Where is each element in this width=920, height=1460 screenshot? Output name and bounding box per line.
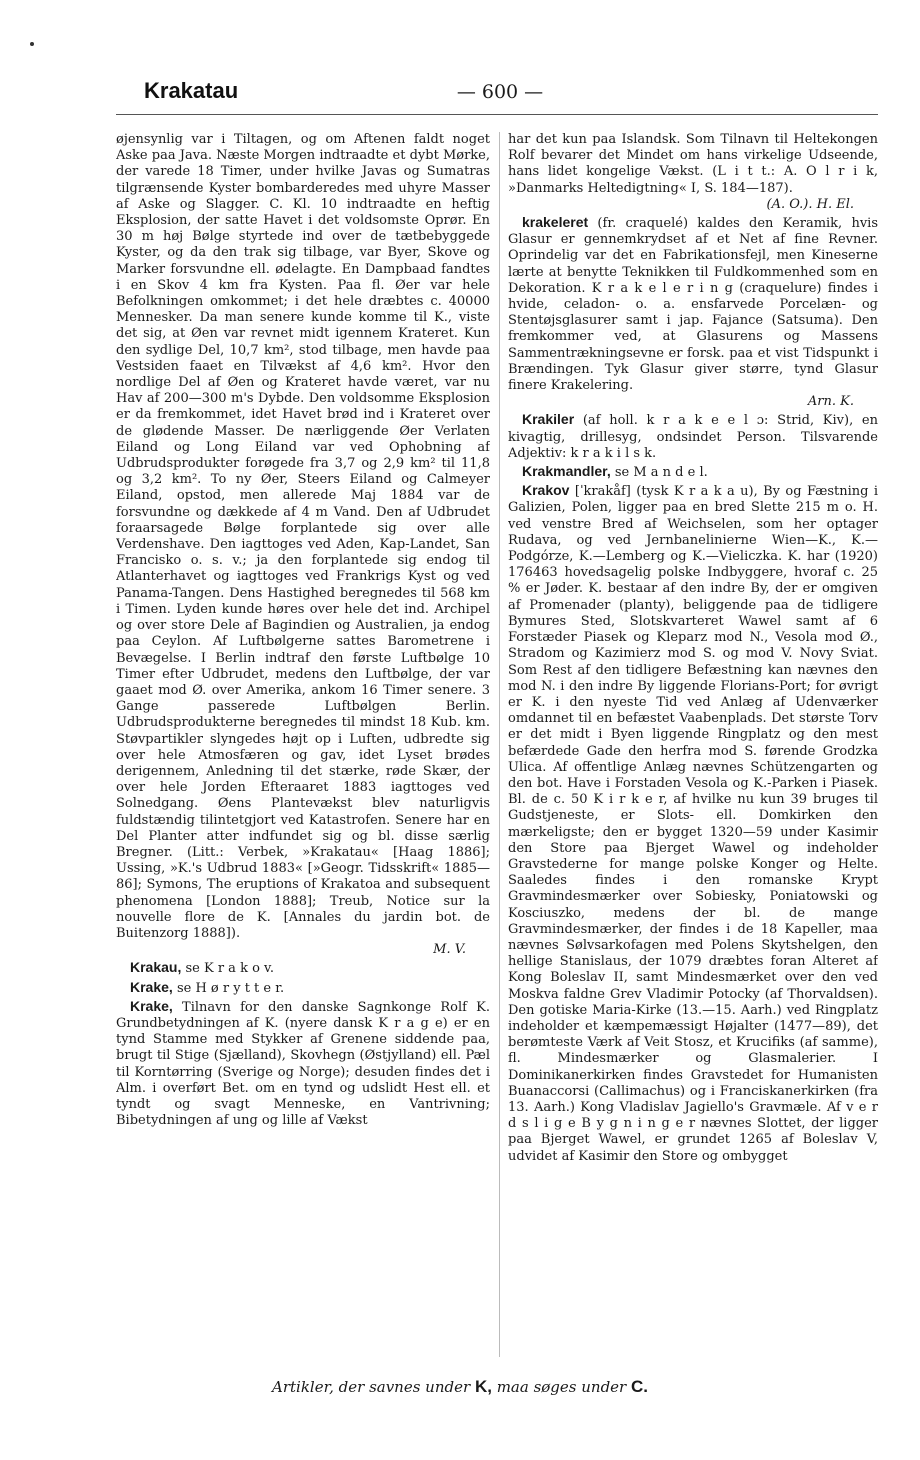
entry-text: (af holl. k r a k e e l ɔ: Strid, Kiv), en kivagtig, drillesyg, ondsindet Person. Tilsvarende Adjektiv: k r a k i l s k.	[508, 413, 878, 461]
headword-krakmandler: Krakmandler,	[522, 463, 611, 480]
footer-letter-c: C.	[631, 1377, 648, 1396]
headword-krakiler: Krakiler	[522, 411, 575, 428]
entry-text: se H ø r y t t e r.	[172, 980, 285, 996]
headword-krakov: Krakov	[522, 482, 570, 499]
footer-text-1: Artikler, der savnes under	[272, 1378, 475, 1396]
headword-krakau: Krakau,	[130, 959, 182, 976]
page-number: — 600 —	[456, 81, 544, 103]
krake-text: har det kun paa Islandsk. Som Tilnavn til Heltekongen Rolf bevarer det Mindet om hans virkelige Udseende, hans lidet kongelige Vækst. (L i t t.: A. O l r i k, »Danmarks Heltedigtning« I, S. 184—187).	[508, 132, 878, 196]
krakatau-text: øjensynlig var i Tiltagen, og om Aftenen faldt noget Aske paa Java. Næste Morgen indtraadte et dybt Mørke, der varede 18 Timer, under hvilke Javas og Sumatras tilgrænsende Kyster bombarderedes med uhyre Masser af Aske og Slagger. C. Kl. 10 indtraadte en heftig Eksplosion, der satte Havet i det voldsomste Oprør. En 30 m høj Bølge styrtede ind over de tætbebyggede Kyster, og da den trak sig tilbage, var Byer, Skove og Marker forsvundne ell. ødelagte. En Dampbaad fandtes i en Skov 4 km fra Kysten. Paa fl. Øer var hele Befolkningen omkommet; i det hele dræbtes c. 40000 Mennesker. Da man senere kunde komme til K., viste det sig, at Øen var revnet midt igennem Krateret. Kun den sydlige Del, 10,7 km², stod tilbage, men havde paa Vestsiden faaet en Tilvækst af 4,6 km². Hvor den nordlige Del af Øen og Krateret havde været, var nu Hav af 200—300 m's Dybde. Den voldsomme Eksplosion er da fremkommet, idet Havet brød ind i Krateret over de glødende Masser. De nærliggende Øer Verlaten Eiland og Long Eiland var ved Ophobning af Udbrudsprodukter forøgede fra 3,7 og 2,9 km² til 11,8 og 3,2 km². To ny Øer, Steers Eiland og Calmeyer Eiland, opstod, men allerede Maj 1884 var de forsvundne og dækkede af 4 m Vand. Den af Udbrudet foraarsagede Bølge forplantede sig over alle Verdenshave. Den iagttoges ved Aden, Kap-Landet, San Francisko o. s. v.; ja den forplantede sig endog til Atlanterhavet og iagttoges ved Frankrigs Kyst og ved Panama-Tangen. Dens Hastighed beregnedes til 568 km i Timen. Lyden kunde høres over hele det ind. Archipel og over store Dele af Bagindien og Australien, ja endog paa Ceylon. Af Luftbølgerne sattes Barometrene i Bevægelse. I Berlin indtraf den første Luftbølge 10 Timer efter Udbrudet, medens den Luftbølge, der var gaaet mod Ø. over Amerika, ankom 16 Timer senere. 3 Gange passerede Luftbølgen Berlin. Udbrudsprodukterne beregnedes til mindst 18 Kub. km. Støvpartikler slyngedes højt op i Luften, udbredte sig over hele Atmosfæren og gav, idet Lyset brødes derigennem, Anledning til det stærke, røde Skær, der over hele Jorden Efteraaret 1883 iagttoges ved Solnedgang. Øens Plantevækst blev naturligvis fuldstændig tilintetgjort ved Katastrofen. Senere har en Del Planter atter indfundet sig og bl. disse særlig Bregner. (Litt.: Verbek, »Krakatau« [Haag 1886]; Ussing, »K.'s Udbrud 1883« [»Geogr. Tidsskrift« 1885—86]; Symons, The eruptions of Krakatoa and subsequent phenomena [London 1888]; Treub, Notice sur la nouvelle flore de K. [Annales du jardin bot. de Buitenzorg 1888]).	[116, 132, 490, 941]
entry-text: Tilnavn for den danske Sagnkonge Rolf K. Grundbetydningen af K. (nyere dansk K r a g e) er en tynd Stamme med Stykker af Grenene siddende paa, brugt til Stige (Sjælland), Skovhegn (Østjylland) ell. Pæl til Korntørring (Sverige og Norge); desuden findes det i Alm. i overført Bet. om en tynd og udslidt Hest ell. et tyndt og svagt Menneske, en Vantrivning; Bibetydningen af ung og lille af Vækst	[116, 999, 490, 1129]
entry-krakiler	[508, 411, 878, 462]
entry-text: se K r a k o v.	[181, 961, 274, 977]
entry-krakmandler	[508, 463, 878, 481]
margin-dot	[30, 42, 34, 46]
footer-letter-k: K,	[474, 1377, 492, 1396]
column-divider	[499, 132, 500, 1357]
entry-text: (fr. craquelé) kaldes den Keramik, hvis Glasur er gennemkrydset af et Net af fine Revner. Oprindelig var det en Fabrikationsfejl, men Kineserne lærte at benytte Teknikken til Fuldkommenhed som en Dekoration. K r a k e l e r i n g (craquelure) findes i hvide, celadon- o. a. ensfarvede Porcelæn- og Stentøjsglasurer samt i jap. Fajance (Satsuma). Den fremkommer ved, at Glasurens og Massens Sammentrækningsevne er forsk. paa et vist Tidspunkt i Brændingen. Tyk Glasur giver større, tynd Glasur finere Krakelering.	[508, 216, 878, 394]
header-rule	[116, 114, 878, 115]
author-signature: (A. O.). H. El.	[766, 196, 854, 212]
entry-krake-1	[116, 979, 490, 997]
entry-text: [ˈkrakåf] (tysk K r a k a u), By og Fæstning i Galizien, Polen, ligger paa en bred Slette 215 m o. H. ved venstre Bred af Weichselen, som her optager Rudava, og ved Jernbanelinierne Wien—K., K.—Podgórze, K.—Lemberg og K.—Vieliczka. K. har (1920) 176463 hovedsagelig polske Indbyggere, hvoraf c. 25 % er Jøder. K. bestaar af den indre By, der er omgiven af Promenader (planty), beliggende paa de tidligere Bymures Sted, Slotskvarteret Wawel samt af 6 Forstæder Piasek og Kleparz mod N., Vesola mod Ø., Stradom og Kazimierz mod S. og mod V. Novy Sviat. Som Rest af den tidligere Befæstning kan nævnes den mod N. i den indre By liggende Florians-Port; for øvrigt er K. i den nyeste Tid ved Anlæg af Udenværker omdannet til en befæstet Vaabenplads. Det største Torv er det midt i Byen liggende Ringplatz og den mest befærdede Gade den herfra mod S. førende Grodzka Ulica. Af offentlige Anlæg nævnes Schützengarten og den bot. Have i Forstaden Vesola og K.-Parken i Piasek. Bl. de c. 50 K i r k e r, af hvilke nu kun 39 bruges til Gudstjeneste, er Slots- ell. Domkirken den mærkeligste; den er bygget 1320—59 under Kasimir den Store paa Bjerget Wawel og indeholder Gravstederne for mange polske Konger og Helte. Saaledes findes i den romanske Krypt Gravmindesmærker over Sobiesky, Poniatowski og Kosciuszko, medens der bl. de mange Gravmindesmærker, der findes i de 18 Kapeller, maa nævnes Sølvsarkofagen med Polens Skytshelgen, den hellige Stanislaus, der 1079 dræbtes foran Alteret af Kong Boleslav II, samt Mindesmærket over den ved Moskva faldne Grev Vladimir Potocky (af Thorvaldsen). Den gotiske Maria-Kirke (13.—15. Aarh.) ved Ringplatz indeholder et kæmpemæssigt Højalter (1477—89), det berømteste Værk af Veit Stosz, et Krucifiks (af samme), fl. Mindesmærker og Glasmalerier. I Dominikanerkirken findes Gravstedet for Humanisten Buanaccorsi (Callimachus) og i Franciskanerkirken (fra 13. Aarh.) Kong Vladislav Jagiello's Gravmæle. Af v e r d s l i g e B y g n i n g e r nævnes Slottet, der ligger paa Bjerget Wawel, er grundet 1265 af Boleslav V, udvidet af Kasimir den Store og ombygget	[508, 484, 878, 1164]
headword-krake: Krake,	[130, 997, 173, 1014]
headword-krake: Krake,	[130, 978, 173, 995]
footer-text-2: maa søges under	[491, 1378, 631, 1396]
entry-krakau	[116, 959, 490, 977]
entry-krakov	[508, 482, 878, 1165]
headword-krakeleret: krakeleret	[522, 214, 589, 231]
author-signature: Arn. K.	[807, 394, 854, 410]
running-head-word: Krakatau	[144, 78, 239, 103]
left-column	[116, 132, 490, 1362]
entry-krakeleret	[508, 214, 878, 410]
krakatau-continuation	[116, 132, 490, 958]
right-column	[508, 132, 878, 1362]
entry-krake-2	[116, 998, 490, 1130]
author-signature: M. V.	[433, 942, 466, 958]
entry-text: se M a n d e l.	[610, 465, 708, 481]
footer-note	[0, 1377, 920, 1397]
krake-continuation	[508, 132, 878, 213]
